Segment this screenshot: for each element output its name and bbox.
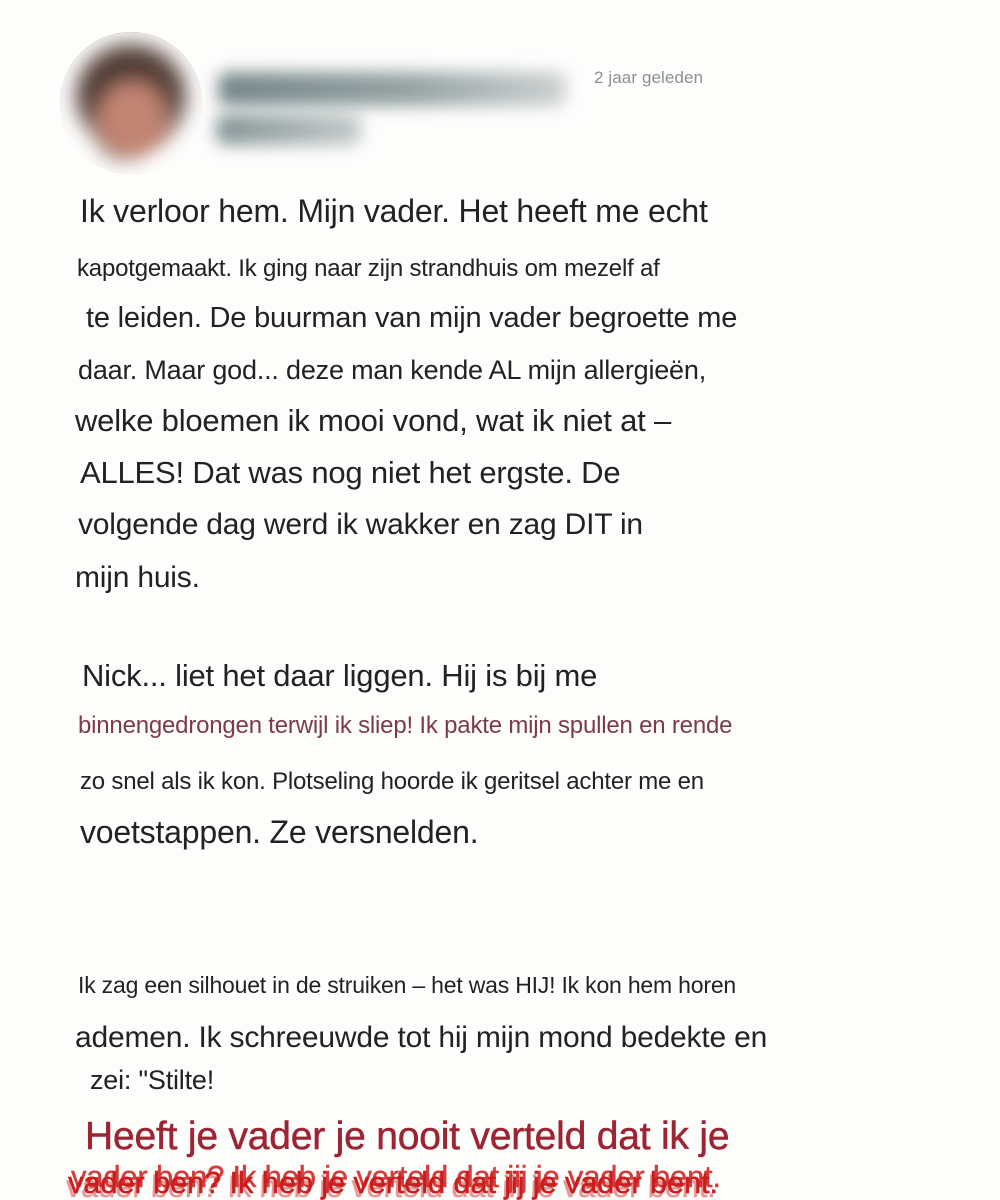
story-line: daar. Maar god... deze man kende AL mijn allergieën,	[78, 355, 706, 385]
story-line-red-glitch: vader ben? Ik heb je verteld dat jij je vader bent. vader ben? Ik heb je verteld dat jij je vader bent. vader ben? Ik heb je verteld dat jij je vader bent.	[68, 1166, 718, 1200]
story-line: mijn huis.	[75, 561, 200, 594]
story-line: welke bloemen ik mooi vond, wat ik niet at –	[75, 403, 672, 438]
username-redacted[interactable]	[218, 72, 566, 106]
story-line: ademen. Ik schreeuwde tot hij mijn mond bedekte en	[75, 1021, 768, 1054]
story-line-crimson-heading: Heeft je vader je nooit verteld dat ik je	[85, 1115, 730, 1158]
story-line: Ik zag een silhouet in de struiken – het was HIJ! Ik kon hem horen	[78, 972, 737, 998]
story-line: ALLES! Dat was nog niet het ergste. De	[80, 455, 621, 490]
story-line: te leiden. De buurman van mijn vader begroette me	[86, 302, 738, 334]
story-line-highlight-maroon: binnengedrongen terwijl ik sliep! Ik pakte mijn spullen en rende	[78, 712, 733, 739]
story-line: Ik verloor hem. Mijn vader. Het heeft me echt	[80, 193, 708, 229]
story-line: Nick... liet het daar liggen. Hij is bij me	[82, 658, 598, 693]
story-line: zei: "Stilte!	[90, 1065, 215, 1095]
story-line: kapotgemaakt. Ik ging naar zijn strandhuis om mezelf af	[77, 255, 660, 282]
story-line: voetstappen. Ze versnelden.	[80, 814, 479, 850]
story-line: zo snel als ik kon. Plotseling hoorde ik geritsel achter me en	[80, 768, 704, 795]
avatar-photo-blurred	[60, 32, 202, 174]
username-subtitle-redacted[interactable]	[216, 114, 361, 145]
post-timestamp: 2 jaar geleden	[594, 68, 704, 87]
story-line: volgende dag werd ik wakker en zag DIT in	[78, 508, 643, 541]
avatar[interactable]	[60, 32, 202, 174]
